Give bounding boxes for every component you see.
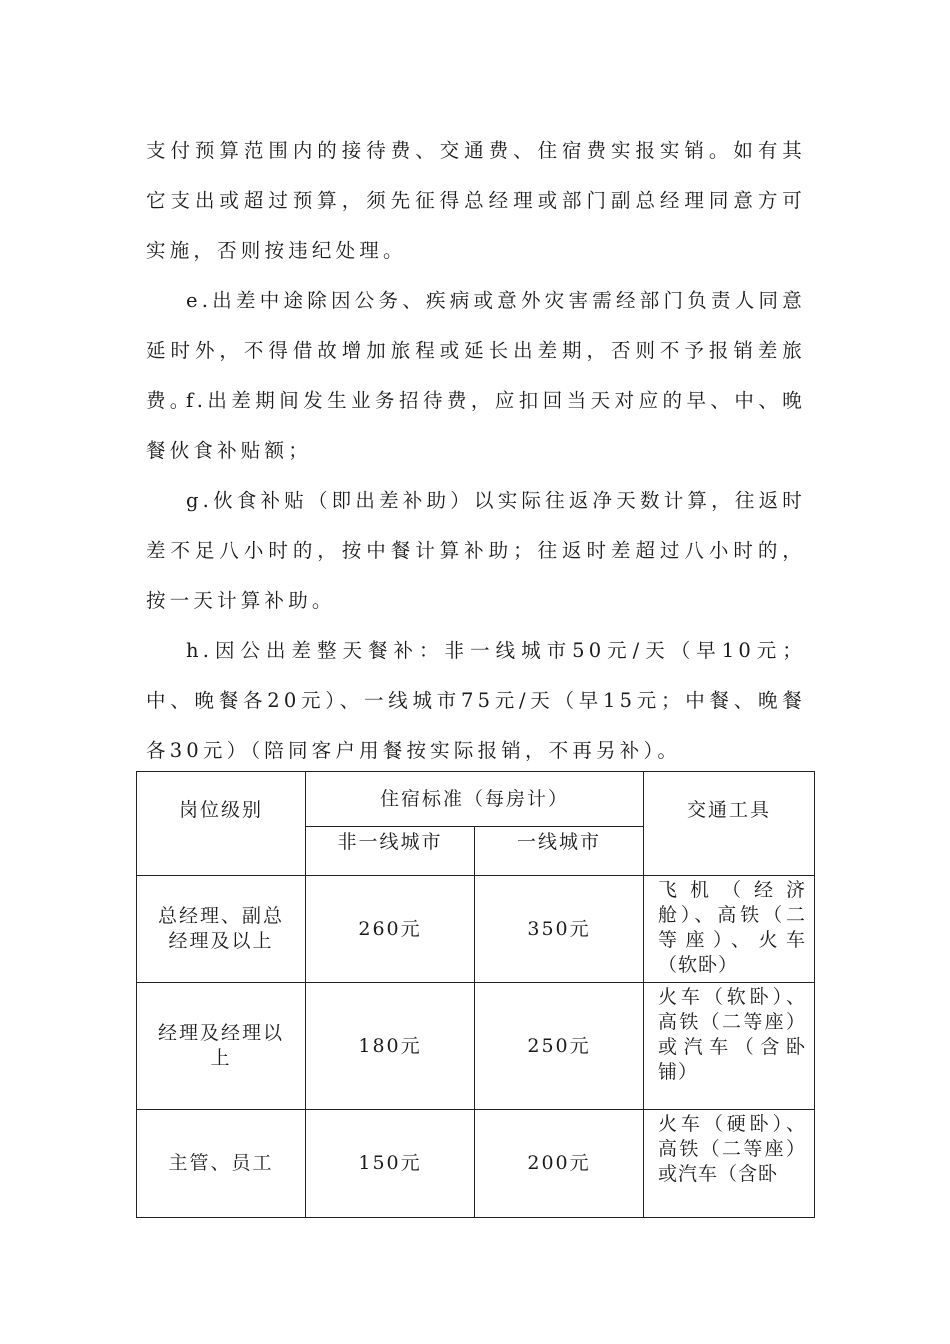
paragraph-item-f: f.出差期间发生业务招待费，应扣回当天对应的早、中、晚餐伙食补贴额； [146, 389, 806, 462]
table-row [137, 1110, 815, 1218]
cell-tier1: 350元 [475, 876, 644, 983]
cell-transport: 飞机（经济舱）、高铁（二等座）、火车（软卧） [644, 876, 815, 983]
table-header-row [137, 772, 815, 827]
cell-grade: 经理及经理以上 [137, 983, 306, 1110]
table-row [137, 876, 815, 983]
cell-grade: 总经理、副总经理及以上 [137, 876, 306, 983]
header-transport: 交通工具 [644, 772, 815, 876]
cell-non-tier1: 180元 [306, 983, 475, 1110]
cell-transport: 火车（硬卧）、高铁（二等座）或汽车（含卧 [644, 1110, 815, 1218]
paragraph-item-g: g.伙食补贴（即出差补助）以实际往返净天数计算，往返时差不足八小时的，按中餐计算补助；往返时差超过八小时的，按一天计算补助。 [146, 489, 806, 612]
header-non-tier1: 非一线城市 [306, 827, 475, 876]
header-grade: 岗位级别 [137, 772, 306, 876]
cell-transport: 火车（软卧）、高铁（二等座）或汽车（含卧铺） [644, 983, 815, 1110]
travel-standard-table [136, 771, 815, 1218]
paragraph-reimbursement: 支付预算范围内的接待费、交通费、住宿费实报实销。如有其它支出或超过预算，须先征得总经理或部门副总经理同意方可实施，否则按违纪处理。 [146, 139, 806, 262]
paragraph-item-e: e.出差中途除因公务、疾病或意外灾害需经部门负责人同意延时外，不得借故增加旅程或延长出差期，否则不予报销差旅费。 [146, 289, 806, 412]
cell-non-tier1: 260元 [306, 876, 475, 983]
header-tier1: 一线城市 [475, 827, 644, 876]
cell-non-tier1: 150元 [306, 1110, 475, 1218]
cell-tier1: 200元 [475, 1110, 644, 1218]
paragraph-item-h: h.因公出差整天餐补：非一线城市50元/天（早10元；中、晚餐各20元）、一线城市75元/天（早15元；中餐、晚餐各30元）（陪同客户用餐按实际报销，不再另补）。 [146, 639, 806, 762]
table-row [137, 983, 815, 1110]
cell-tier1: 250元 [475, 983, 644, 1110]
header-lodging: 住宿标准（每房计） [306, 772, 644, 827]
cell-grade: 主管、员工 [137, 1110, 306, 1218]
